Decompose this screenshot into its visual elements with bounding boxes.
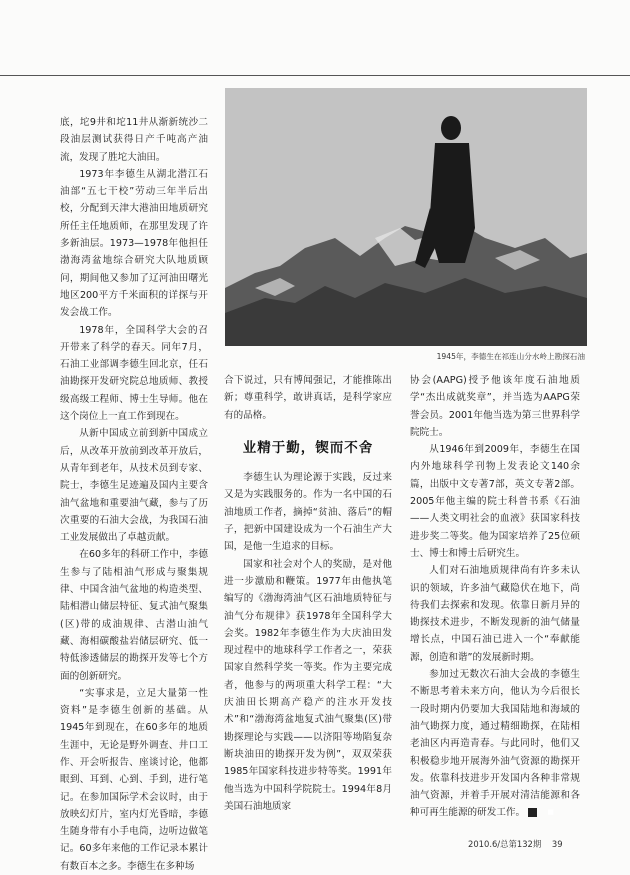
paragraph: 从新中国成立前到新中国成立后，从改革开放前到改革开放后，从青年到老年，从技术员到专家、院士，李德生足迹遍及国内主要含油气盆地和重要油气藏，参与了历次重要的石油大会战，为我国石油工业发展做出了卓越贡献。 xyxy=(60,428,208,544)
photo-caption: 1945年，李德生在祁连山分水岭上勘探石油 xyxy=(436,352,585,361)
text-column-middle xyxy=(224,372,392,816)
paragraph: “实事求是，立足大量第一性资料”是李德生创新的基础。从1945年到现在，在60多年的地质生涯中，无论是野外调查、井口工作、开会听报告、座谈讨论，他都眼到、耳到、心到、手到，进行笔记。在参加国际学术会议时，由于放映幻灯片，室内灯光昏暗，李德生随身带有小手电筒，边听边做笔记。60多年来他的工作记录本累计有数百本之多。李德生在多种场 xyxy=(60,687,208,872)
paragraph: 1973年李德生从湖北潜江石油部“五七干校”劳动三年半后出校，分配到天津大港油田地质研究所任主任地质师，在那里发现了许多新油层。1973—1978年他担任渤海湾盆地综合研究大队地质顾问，期间他又参加了辽河油田曙光地区200平方千米面积的详探与开发会战工作。 xyxy=(60,168,208,319)
paragraph: 从1946年到2009年，李德生在国内外地球科学刊物上发表论文140余篇，出版中文专著7部，英文专著2部。2005年他主编的院士科普书系《石油——人类文明社会的血液》获国家科技进步奖二等奖。他为国家培养了25位硕士、博士和博士后研究生。 xyxy=(410,444,580,559)
text-column-left xyxy=(60,114,208,872)
historical-photo xyxy=(225,88,587,346)
header-rule xyxy=(0,75,630,76)
mountain-portrait-photo xyxy=(225,88,587,346)
paragraph: 协会(AAPG)授予他该年度石油地质学“杰出成就奖章”，并当选为AAPG荣誉会员。2001年他当选为第三世界科学院院士。 xyxy=(410,375,580,438)
paragraph: 国家和社会对个人的奖励，是对他进一步激励和鞭策。1977年由他执笔编写的《渤海湾油气区石油地质特征与油气分布规律》获1978年全国科学大会奖。1982年李德生作为大庆油田发现过程中的地球科学工作者之一，荣获国家自然科学奖一等奖。作为主要完成者，他参与的两项重大科学工程：“大庆油田长期高产稳产的注水开发技术”和“渤海湾盆地复式油气聚集(区)带勘探理论与实践——以济阳等坳陷复杂断块油田的勘探开发为例”，双双荣获1985年国家科技进步特等奖。1991年他当选为中国科学院院士。1994年8月美国石油地质家 xyxy=(224,558,392,812)
paragraph: 人们对石油地质规律尚有许多未认识的领域，许多油气藏隐伏在地下，尚待我们去探索和发现。依靠日新月异的勘探技术进步，不断发现新的油气储量增长点，中国石油已进入一个“奉献能源，创造和谐”的发展新时期。 xyxy=(410,565,580,663)
paragraph xyxy=(410,666,580,822)
paragraph: 在60多年的科研工作中，李德生参与了陆相油气形成与聚集规律、中国含油气盆地的构造类型、陆相潜山储层特征、复式油气聚集(区)带的成油规律、古潜山油气藏、海相碳酸盐岩储层研究、低一特低渗透储层的勘探开发等七个方面的创新研究。 xyxy=(60,549,208,682)
page-footer xyxy=(468,838,563,850)
end-mark-icon: ■ xyxy=(528,808,537,817)
paragraph-text: 参加过无数次石油大会战的李德生不断思考着未来方向，他认为今后很长一段时期内仍要加大我国陆地和海域的油气勘探力度，通过精细勘探，在陆相老油区内再造青春。与此同时，他们又积极稳步地开展海外油气资源的勘探开发。依靠科技进步开发国内各种非常规油气资源，并着手开展对清洁能源和各种可再生能源的研发工作。 xyxy=(410,669,580,819)
paragraph: 李德生认为理论源于实践，反过来又是为实践服务的。作为一名中国的石油地质工作者，摘掉“贫油、落后”的帽子，把新中国建设成为一个石油生产大国，是他一生追求的目标。 xyxy=(224,472,392,553)
paragraph: 1978年，全国科学大会的召开带来了科学的春天。同年7月，石油工业部调李德生回北京，任石油勘探开发研究院总地质师、教授级高级工程师、博士生导师。他在这个岗位上一直工作到现在。 xyxy=(60,324,208,423)
page-number: 39 xyxy=(551,839,563,849)
paragraph: 底，坨9井和坨11井从渐新统沙二段油层测试获得日产千吨高产油流，发现了胜坨大油田。 xyxy=(60,117,208,163)
issue-label: 2010.6/总第132期 xyxy=(468,839,542,849)
section-heading: 业精于勤，锲而不舍 xyxy=(242,439,374,456)
paragraph: 合下说过，只有博闻强记，才能推陈出新；尊重科学，敢讲真话，是科学家应有的品格。 xyxy=(224,375,392,421)
text-column-right xyxy=(410,372,580,819)
